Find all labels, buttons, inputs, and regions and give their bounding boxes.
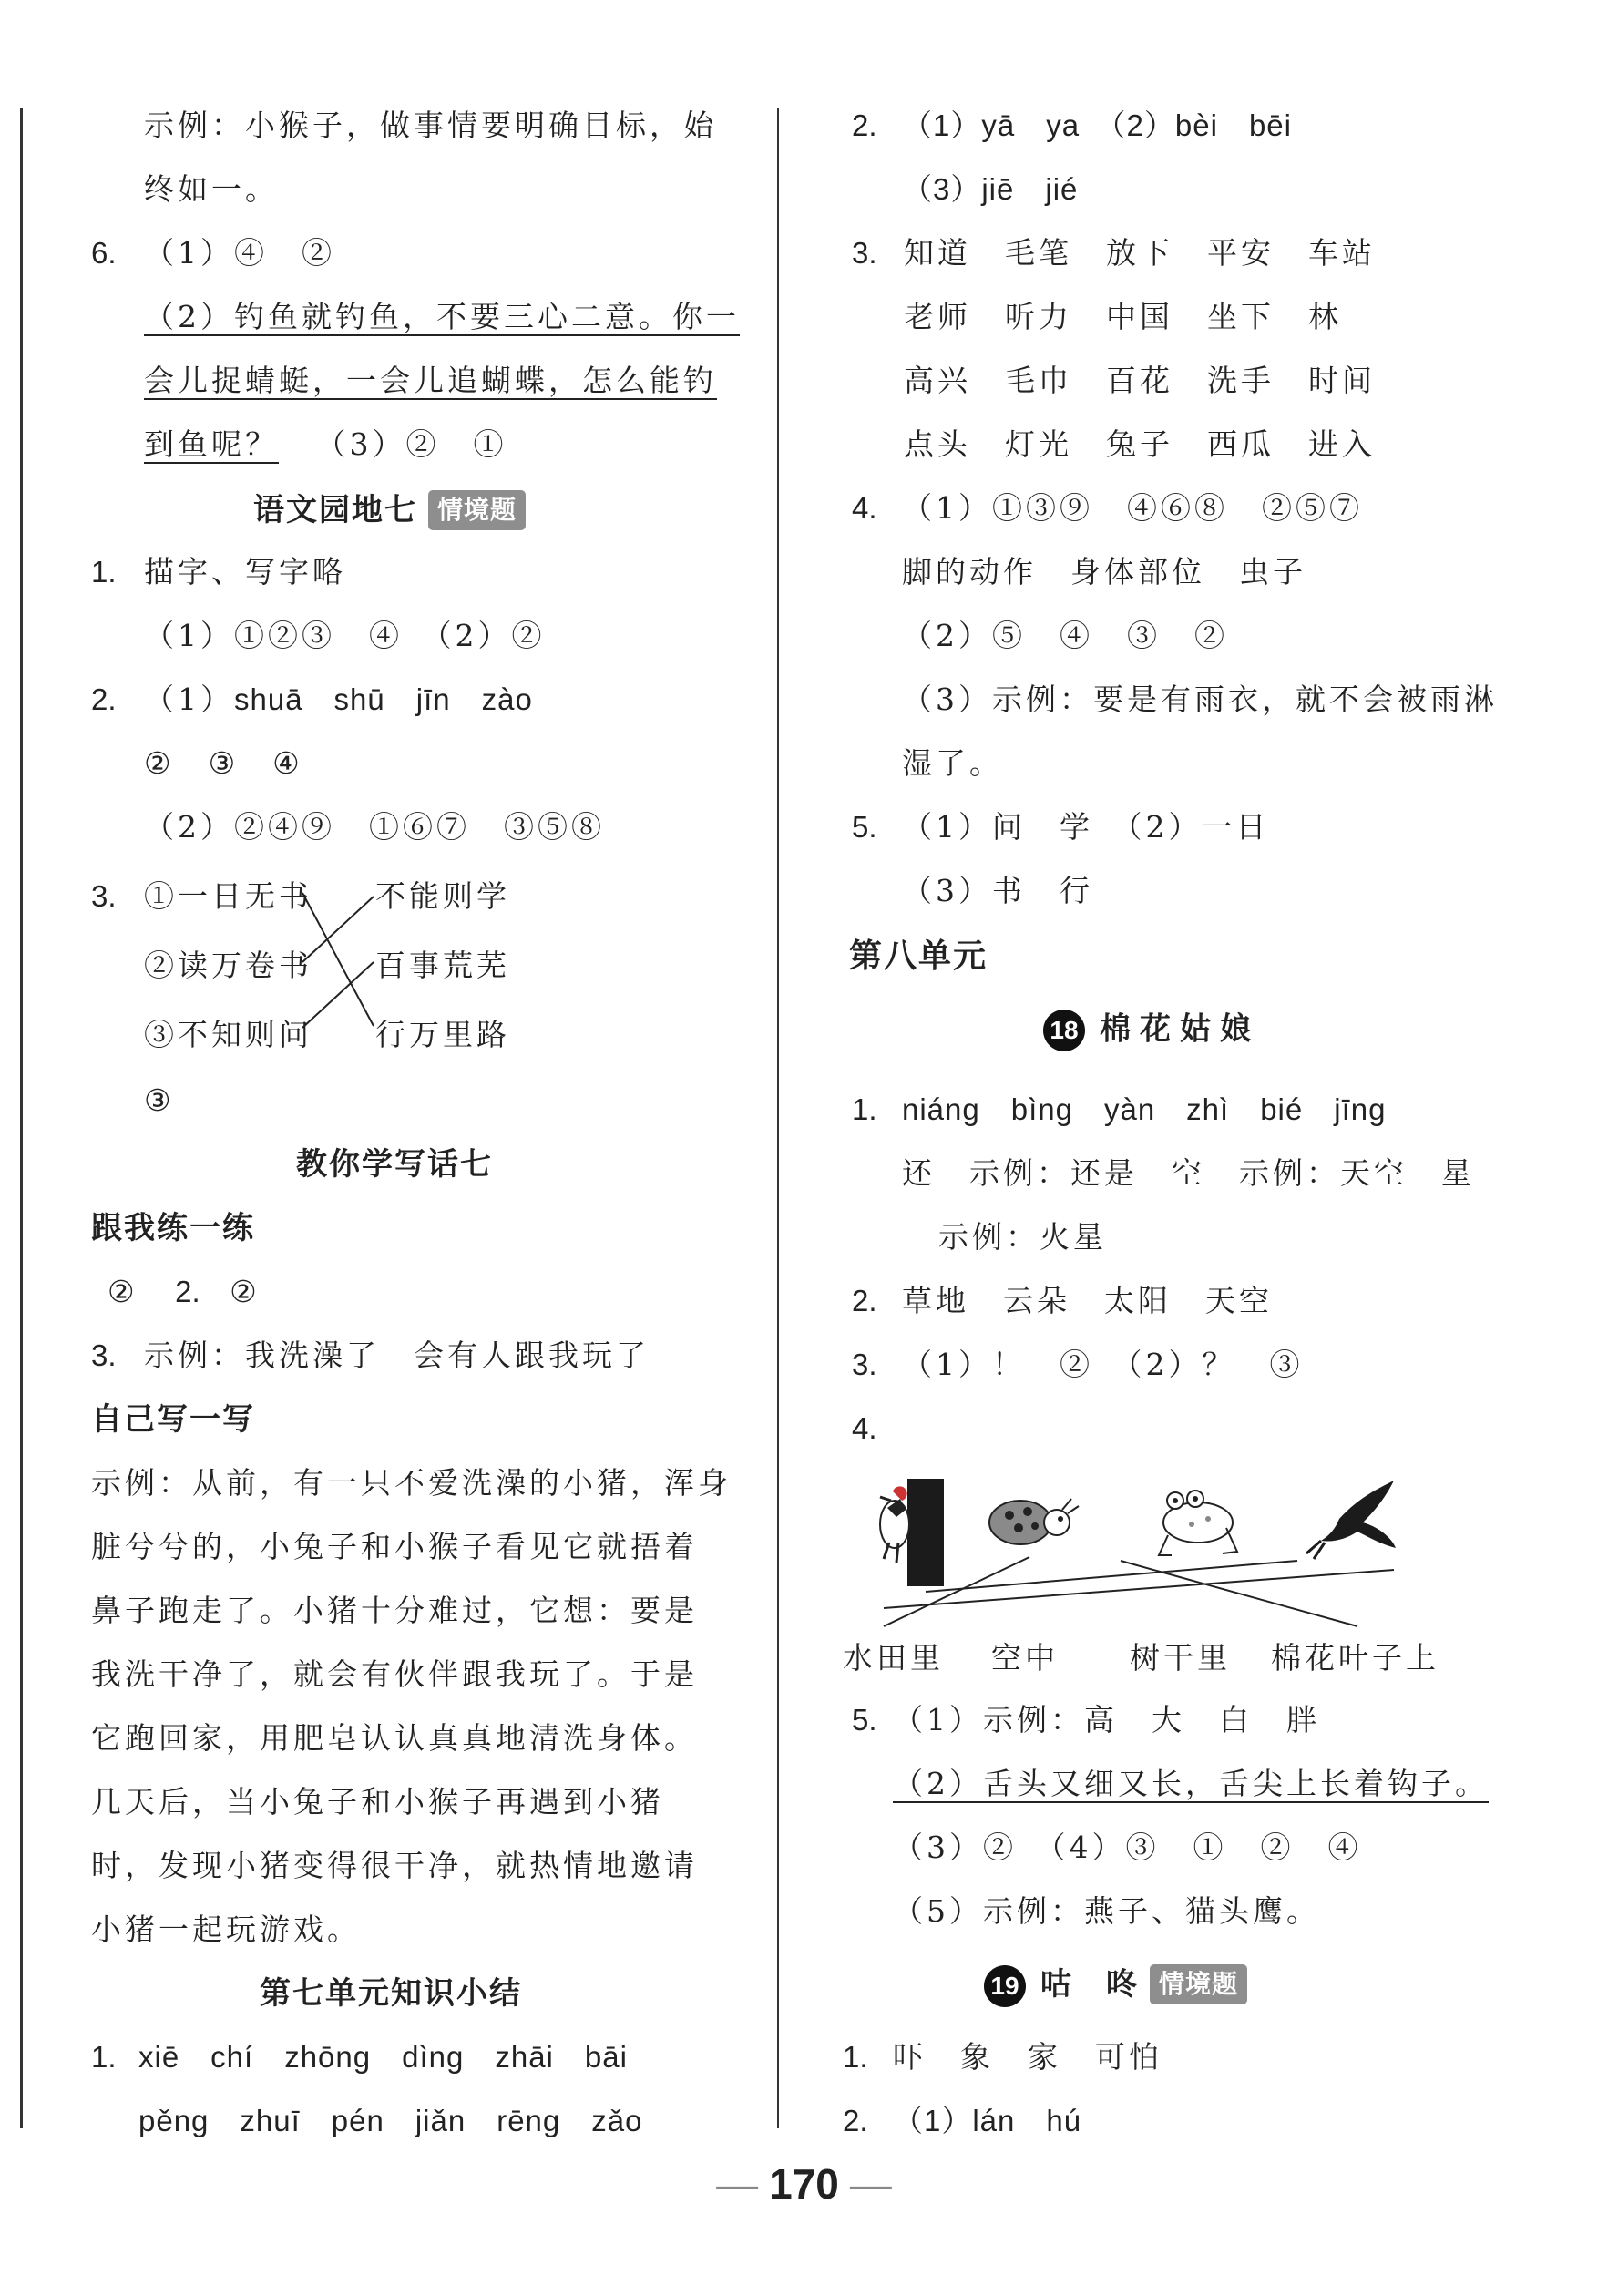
q6-answer-e: （3）② ① bbox=[315, 426, 507, 462]
s3-q1-pinyin-b: pěng zhuī pén jiǎn rēng zǎo bbox=[138, 2104, 643, 2137]
l18-q1-number: 1. bbox=[852, 1092, 877, 1126]
r-q4-number: 4. bbox=[852, 491, 877, 525]
practice-q2-number: 2. bbox=[175, 1275, 200, 1308]
l19-q1-number: 1. bbox=[843, 2040, 868, 2074]
s1-q2-pinyin: shuā shū jīn zào bbox=[234, 682, 533, 716]
l18-q5-answer-c: （3）② （4）③ ① ② ④ bbox=[893, 1830, 1362, 1865]
match-line-3 bbox=[302, 962, 374, 1028]
r-q2-number: 2. bbox=[852, 108, 877, 142]
left-line-1: 示例：小猴子，做事情要明确目标，始 bbox=[144, 108, 717, 143]
match-line-2 bbox=[302, 897, 374, 962]
l19-q2-answer: （1）lán hú bbox=[893, 2104, 1082, 2137]
r-q5-answer-a: （1）问 学 （2）一日 bbox=[902, 809, 1270, 845]
s1-q1-answer-b: （1）①②③ ④ （2）② bbox=[144, 618, 546, 653]
center-divider bbox=[777, 108, 779, 2128]
practice-q2-answer: ② bbox=[230, 1274, 261, 1309]
l18-q5-answer-a: （1）示例：高 大 白 胖 bbox=[893, 1702, 1320, 1737]
habitat-label-3: 树干里 bbox=[1130, 1640, 1231, 1676]
match-line-1 bbox=[302, 893, 374, 1026]
l18-q1-pinyin: niáng bìng yàn zhì bié jīng bbox=[902, 1092, 1387, 1126]
woodpecker-icon bbox=[880, 1479, 944, 1586]
match-right-3: 行万里路 bbox=[375, 1017, 510, 1052]
animal-matching-figure bbox=[847, 1471, 1430, 1635]
r-q4-answer-a: （1）①③⑨ ④⑥⑧ ②⑤⑦ bbox=[902, 490, 1363, 526]
l18-q4-number: 4. bbox=[852, 1411, 877, 1445]
left-line-2: 终如一。 bbox=[144, 171, 279, 207]
unit-8-heading: 第八单元 bbox=[849, 938, 988, 975]
section-title-writing: 教你学写话七 bbox=[296, 1146, 493, 1183]
essay-line-7: 时，发现小猪变得很干净，就热情地邀请 bbox=[91, 1848, 698, 1883]
r-q3-row-3: 高兴 毛巾 百花 洗手 时间 bbox=[904, 363, 1376, 398]
practice-q1-q2-line bbox=[91, 1274, 261, 1310]
essay-line-6: 几天后，当小兔子和小猴子再遇到小猪 bbox=[91, 1784, 664, 1819]
lesson-18-title-text: 棉花姑娘 bbox=[1100, 1010, 1260, 1048]
lesson-19-title bbox=[984, 1964, 1247, 2007]
essay-line-8: 小猪一起玩游戏。 bbox=[91, 1912, 361, 1947]
match-right-1: 不能则学 bbox=[375, 878, 510, 914]
r-q5-answer-b: （3）书 行 bbox=[902, 873, 1093, 908]
lesson-19-situation-tag: 情境题 bbox=[1150, 1964, 1247, 2004]
q6-answer-c: 会儿捉蜻蜓，一会儿追蝴蝶，怎么能钓 bbox=[144, 363, 717, 398]
l18-q5-answer-d: （5）示例：燕子、猫头鹰。 bbox=[893, 1893, 1320, 1929]
s1-q2-answer-a-line bbox=[144, 682, 533, 718]
subheading-write: 自己写一写 bbox=[91, 1401, 255, 1438]
q6-answer-a: （1）④ ② bbox=[144, 235, 335, 271]
q6-answer-d-line bbox=[144, 426, 507, 463]
s1-q3-number: 3. bbox=[91, 879, 117, 913]
matching-lines bbox=[301, 875, 383, 1057]
essay-line-5: 它跑回家，用肥皂认认真真地清洗身体。 bbox=[91, 1720, 698, 1756]
r-q3-row-1: 知道 毛笔 放下 平安 车站 bbox=[904, 235, 1376, 271]
essay-line-2: 脏兮兮的，小兔子和小猴子看见它就捂着 bbox=[91, 1529, 698, 1564]
l18-q2-number: 2. bbox=[852, 1284, 877, 1317]
situation-tag: 情境题 bbox=[428, 490, 526, 530]
page-number-value: 170 bbox=[769, 2160, 839, 2208]
r-q3-row-2: 老师 听力 中国 坐下 林 bbox=[904, 299, 1342, 334]
match-left-3: ③不知则问 bbox=[144, 1017, 312, 1052]
lesson-19-title-text: 咕 咚 bbox=[1040, 1966, 1139, 2003]
practice-q3-number: 3. bbox=[91, 1338, 117, 1372]
r-q3-row-4: 点头 灯光 兔子 西瓜 进入 bbox=[904, 426, 1376, 462]
match-right-2: 百事荒芜 bbox=[375, 948, 510, 983]
s1-q2-answer-c: （2）②④⑨ ①⑥⑦ ③⑤⑧ bbox=[144, 809, 605, 845]
page-number: — 170 — bbox=[716, 2160, 892, 2208]
habitat-label-1: 水田里 bbox=[843, 1640, 944, 1676]
section-title-text: 语文园地七 bbox=[253, 492, 417, 528]
l18-q2-answer: 草地 云朵 太阳 天空 bbox=[902, 1283, 1273, 1318]
match-left-2: ②读万卷书 bbox=[144, 948, 312, 983]
r-q4-answer-d: （3）示例：要是有雨衣，就不会被雨淋 bbox=[902, 682, 1498, 717]
s1-q3-extra: ③ bbox=[144, 1082, 175, 1118]
s1-q1-answer-a: 描字、写字略 bbox=[144, 554, 346, 589]
l18-q3-answer: （1）！ ② （2）？ ③ bbox=[902, 1347, 1304, 1382]
frog-icon bbox=[1159, 1491, 1237, 1555]
section-title-yuwen-garden bbox=[253, 490, 526, 530]
q6-answer-d: 到鱼呢？ bbox=[144, 426, 279, 462]
lesson-18-title bbox=[1043, 1010, 1260, 1051]
habitat-label-2: 空中 bbox=[991, 1640, 1059, 1676]
practice-q3-answer: 示例：我洗澡了 会有人跟我玩了 bbox=[144, 1338, 650, 1373]
q6-answer-b: （2）钓鱼就钓鱼，不要三心二意。你一 bbox=[144, 299, 740, 334]
subheading-practice: 跟我练一练 bbox=[91, 1210, 255, 1246]
r-q2-answer-b: （3）jiē jié bbox=[902, 172, 1079, 206]
l19-q2-number: 2. bbox=[843, 2104, 868, 2137]
s1-q2-number: 2. bbox=[91, 682, 117, 716]
line-bug-to-paddy bbox=[884, 1557, 1029, 1626]
habitat-label-4: 棉花叶子上 bbox=[1271, 1640, 1439, 1676]
s3-q1-number: 1. bbox=[91, 2040, 117, 2074]
ladybug-icon bbox=[989, 1499, 1079, 1544]
l18-q5-number: 5. bbox=[852, 1703, 877, 1737]
match-left-1: ①一日无书 bbox=[144, 878, 312, 914]
r-q5-number: 5. bbox=[852, 810, 877, 844]
left-margin-rule bbox=[20, 108, 23, 2128]
l18-q1-answer-b: 还 示例：还是 空 示例：天空 星 bbox=[902, 1155, 1475, 1191]
r-q4-answer-b: 脚的动作 身体部位 虫子 bbox=[902, 554, 1306, 589]
l18-q5-answer-b: （2）舌头又细又长，舌尖上长着钩子。 bbox=[893, 1766, 1489, 1801]
l19-q1-answer: 吓 象 家 可怕 bbox=[893, 2039, 1162, 2075]
r-q2-answer-a: （1）yā ya （2）bèi bēi bbox=[902, 108, 1292, 142]
essay-line-3: 鼻子跑走了。小猪十分难过，它想：要是 bbox=[91, 1593, 698, 1628]
lesson-18-badge: 18 bbox=[1043, 1010, 1085, 1051]
line-woodpecker-to-trunk bbox=[926, 1561, 1297, 1592]
line-frog-to-leaf bbox=[1121, 1561, 1357, 1626]
s3-q1-pinyin-a: xiē chí zhōng dìng zhāi bāi bbox=[138, 2040, 628, 2074]
r-q3-number: 3. bbox=[852, 236, 877, 270]
l18-q3-number: 3. bbox=[852, 1348, 877, 1381]
essay-line-4: 我洗干净了，就会有伙伴跟我玩了。于是 bbox=[91, 1656, 698, 1692]
s1-q1-number: 1. bbox=[91, 555, 117, 589]
q6-number: 6. bbox=[91, 236, 117, 270]
l18-q1-answer-c: 示例：火星 bbox=[938, 1219, 1107, 1255]
essay-line-1: 示例：从前，有一只不爱洗澡的小猪，浑身 bbox=[91, 1465, 732, 1501]
lesson-19-badge: 19 bbox=[984, 1965, 1026, 2007]
s1-q2-answer-b: ② ③ ④ bbox=[144, 745, 303, 781]
swallow-icon bbox=[1306, 1481, 1396, 1559]
r-q4-answer-e: 湿了。 bbox=[902, 745, 1003, 781]
s1-q2-prefix: （1） bbox=[144, 682, 234, 717]
practice-q1-answer: ② bbox=[108, 1274, 138, 1309]
section-title-unit7-summary: 第七单元知识小结 bbox=[260, 1975, 522, 2012]
r-q4-answer-c: （2）⑤ ④ ③ ② bbox=[902, 618, 1228, 653]
